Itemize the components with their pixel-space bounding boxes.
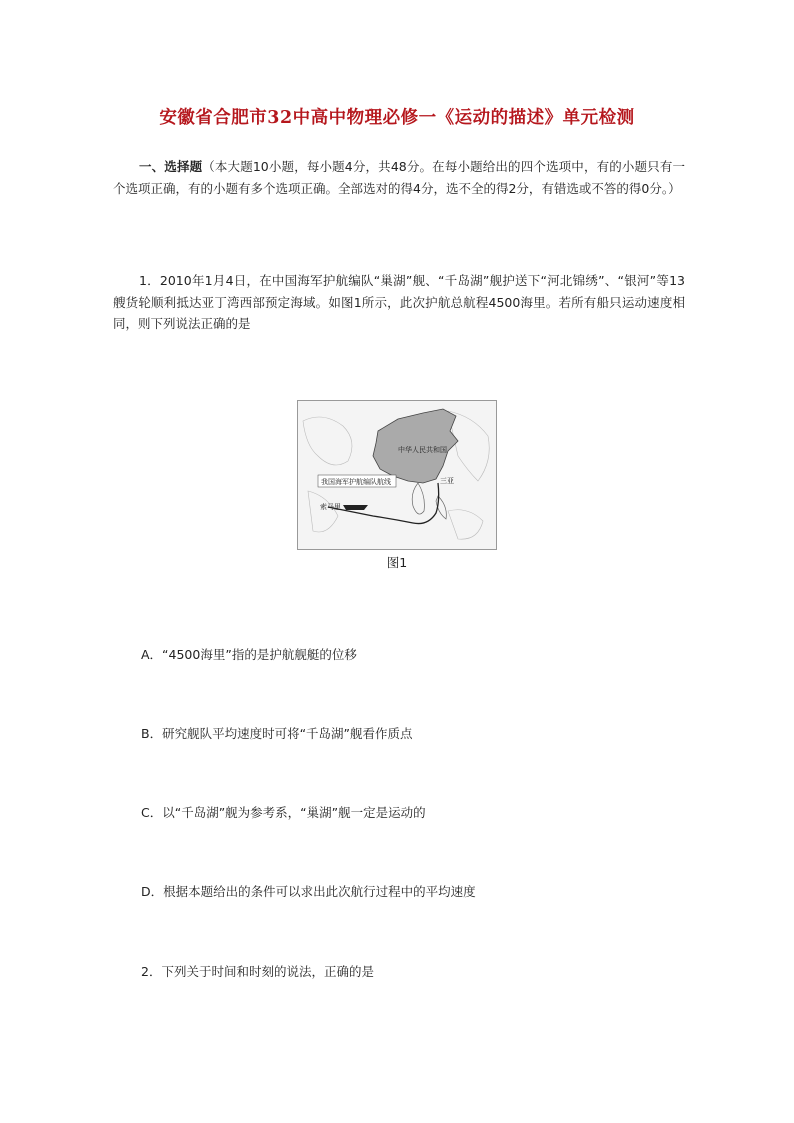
end-label: 索马里 (320, 503, 341, 511)
section-heading: 一、选择题 (139, 159, 203, 174)
option-d: D．根据本题给出的条件可以求出此次航行过程中的平均速度 (141, 884, 476, 899)
question-1-text: 1．2010年1月4日，在中国海军护航编队“巢湖”舰、“千岛湖”舰护送下“河北锦绣”、“银河”等13艘货轮顺利抵达亚丁湾西部预定海域。如图1所示，此次护航总航程4500海里。若所有船只运动速度相同，则下列说法正确的是 (113, 273, 685, 331)
route-label: 我国海军护航编队航线 (321, 478, 391, 486)
start-label: 三亚 (440, 477, 454, 485)
ship-icon (343, 505, 368, 510)
section-intro (113, 156, 685, 199)
route-map-figure (297, 400, 497, 550)
figure-caption: 图1 (386, 555, 408, 570)
option-c: C．以“千岛湖”舰为参考系，“巢湖”舰一定是运动的 (141, 805, 426, 820)
question-2-text: 2．下列关于时间和时刻的说法，正确的是 (141, 964, 374, 979)
option-b: B．研究舰队平均速度时可将“千岛湖”舰看作质点 (141, 726, 413, 741)
page-title: 安徽省合肥市32中高中物理必修一《运动的描述》单元检测 (159, 108, 635, 128)
route-map (298, 401, 496, 549)
section-description: （本大题10小题，每小题4分，共48分。在每小题给出的四个选项中，有的小题只有一个选项正确，有的小题有多个选项正确。全部选对的得4分，选不全的得2分，有错选或不答的得0分。） (113, 159, 685, 196)
country-label: 中华人民共和国 (398, 446, 447, 454)
option-a: A．“4500海里”指的是护航舰艇的位移 (141, 647, 357, 662)
